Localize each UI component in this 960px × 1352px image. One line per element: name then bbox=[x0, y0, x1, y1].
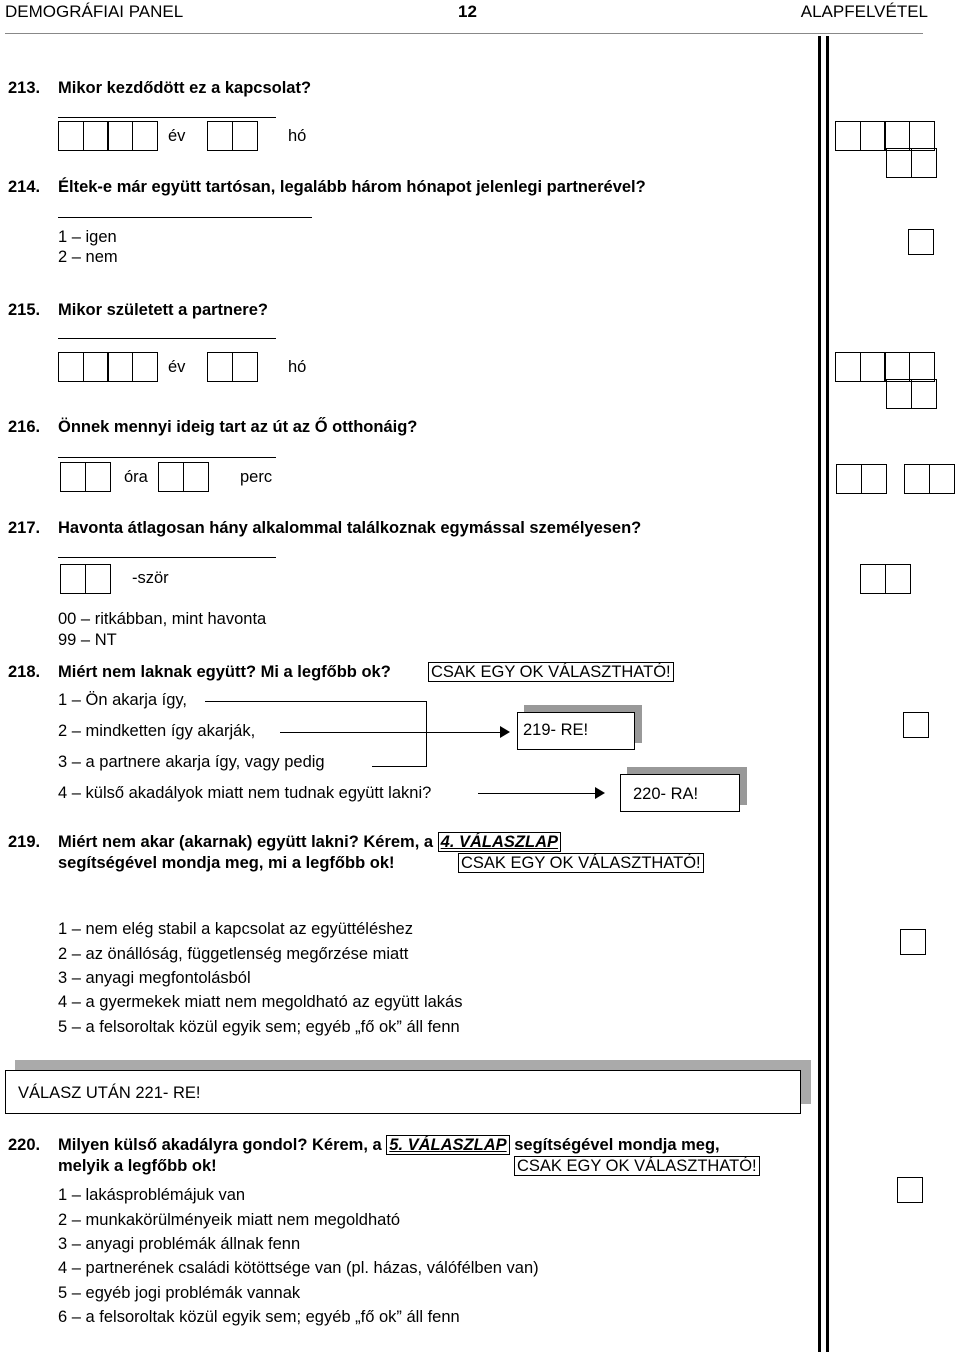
q219-text1: Miért nem akar (akarnak) együtt lakni? Kérem, a bbox=[58, 833, 434, 851]
q214-rule bbox=[58, 217, 312, 218]
q219-number: 219. bbox=[8, 833, 41, 851]
q218-opt3: 3 – a partnere akarja így, vagy pedig bbox=[58, 753, 325, 771]
q218-note: CSAK EGY OK VÁLASZTHATÓ! bbox=[428, 662, 674, 682]
q218-bracket-top bbox=[205, 701, 427, 702]
q220-opt2: 2 – munkakörülményeik miatt nem megoldható bbox=[58, 1211, 401, 1229]
q219-opt3: 3 – anyagi megfontolásból bbox=[58, 969, 251, 987]
q218-opt4: 4 – külső akadályok miatt nem tudnak együtt lakni? bbox=[58, 784, 432, 802]
q215-year-boxes[interactable] bbox=[58, 352, 156, 382]
q216-number: 216. bbox=[8, 418, 41, 436]
q220-opt4: 4 – partnerének családi kötöttsége van (pl. házas, válófélben van) bbox=[58, 1259, 539, 1277]
q215-ev-label: év bbox=[168, 358, 186, 376]
q220-text2: melyik a legfőbb ok! bbox=[58, 1157, 217, 1175]
q213-text: Mikor kezdődött ez a kapcsolat? bbox=[58, 79, 312, 97]
q214-opt1: 1 – igen bbox=[58, 228, 117, 246]
margin-line-1 bbox=[818, 36, 821, 1352]
header-right: ALAPFELVÉTEL bbox=[800, 2, 928, 21]
margin-line-2 bbox=[826, 36, 829, 1352]
q218-bracket-vertical bbox=[426, 701, 427, 767]
q216-ora-label: óra bbox=[124, 468, 148, 486]
page-number: 12 bbox=[458, 2, 477, 21]
q219-text2: segítségével mondja meg, mi a legfőbb ok! bbox=[58, 854, 395, 872]
q219-code-box[interactable] bbox=[900, 929, 926, 955]
q213-ho-label: hó bbox=[288, 127, 307, 145]
q213-rule bbox=[58, 117, 276, 118]
q214-code-box[interactable] bbox=[908, 229, 934, 255]
q215-number: 215. bbox=[8, 301, 41, 319]
q215-ho-label: hó bbox=[288, 358, 307, 376]
q218-opt2: 2 – mindketten így akarják, bbox=[58, 722, 256, 740]
q220-code-box[interactable] bbox=[897, 1177, 923, 1203]
q215-rule bbox=[58, 338, 276, 339]
q220-note: CSAK EGY OK VÁLASZTHATÓ! bbox=[514, 1156, 760, 1176]
q216-rule bbox=[58, 457, 276, 458]
q214-number: 214. bbox=[8, 178, 41, 196]
q220-opt3: 3 – anyagi problémák állnak fenn bbox=[58, 1235, 301, 1253]
q213-code-year[interactable] bbox=[835, 121, 933, 151]
q220-text1: Milyen külső akadályra gondol? Kérem, a bbox=[58, 1136, 382, 1154]
q218-text: Miért nem laknak együtt? Mi a legfőbb ok? bbox=[58, 663, 391, 681]
q218-opt1: 1 – Ön akarja így, bbox=[58, 691, 188, 709]
q220-opt1: 1 – lakásproblémájuk van bbox=[58, 1186, 246, 1204]
q218-arrow1-head bbox=[500, 726, 510, 738]
q215-code-month[interactable] bbox=[886, 379, 935, 409]
q218-arrow1-line bbox=[280, 732, 502, 733]
q217-rule bbox=[58, 557, 276, 558]
q218-goto1-box bbox=[517, 712, 635, 750]
q218-arrow2-line bbox=[478, 793, 596, 794]
q219-card: 4. VÁLASZLAP bbox=[438, 832, 561, 852]
q216-text: Önnek mennyi ideig tart az út az Ő otthonáig? bbox=[58, 418, 418, 436]
q216-perc-label: perc bbox=[240, 468, 273, 486]
q220-card: 5. VÁLASZLAP bbox=[386, 1135, 509, 1155]
q217-count-boxes[interactable] bbox=[60, 564, 109, 594]
q213-month-boxes[interactable] bbox=[207, 121, 256, 151]
q220-number: 220. bbox=[8, 1136, 41, 1154]
q214-text: Éltek-e már együtt tartósan, legalább három hónapot jelenlegi partnerével? bbox=[58, 178, 646, 196]
q217-opt1: 00 – ritkábban, mint havonta bbox=[58, 610, 267, 628]
q220-opt6: 6 – a felsoroltak közül egyik sem; egyéb „fő ok” áll fenn bbox=[58, 1308, 460, 1326]
q219-opt4: 4 – a gyermekek miatt nem megoldható az együtt lakás bbox=[58, 993, 463, 1011]
q218-code-box[interactable] bbox=[903, 712, 929, 738]
q213-code-month[interactable] bbox=[886, 148, 935, 178]
q215-text: Mikor született a partnere? bbox=[58, 301, 268, 319]
q218-number: 218. bbox=[8, 663, 41, 681]
q216-minute-boxes[interactable] bbox=[158, 462, 207, 492]
q218-bracket-bottom bbox=[372, 766, 427, 767]
q219-opt1: 1 – nem elég stabil a kapcsolat az együttéléshez bbox=[58, 920, 413, 938]
q215-code-year[interactable] bbox=[835, 352, 933, 382]
goto-banner-text: VÁLASZ UTÁN 221- RE! bbox=[18, 1084, 201, 1102]
q216-hour-boxes[interactable] bbox=[60, 462, 109, 492]
q217-unit: -ször bbox=[132, 569, 169, 587]
q218-arrow2-head bbox=[595, 787, 605, 799]
q213-number: 213. bbox=[8, 79, 41, 97]
q217-text: Havonta átlagosan hány alkalommal találkoznak egymással személyesen? bbox=[58, 519, 642, 537]
header-rule bbox=[5, 33, 923, 34]
q219-note: CSAK EGY OK VÁLASZTHATÓ! bbox=[458, 853, 704, 873]
q217-opt2: 99 – NT bbox=[58, 631, 117, 649]
q219-opt2: 2 – az önállóság, függetlenség megőrzése miatt bbox=[58, 945, 409, 963]
q216-code-minute[interactable] bbox=[904, 464, 953, 494]
q220-text1b: segítségével mondja meg, bbox=[514, 1136, 720, 1154]
q213-ev-label: év bbox=[168, 127, 186, 145]
q218-goto2-label: 220- RA! bbox=[633, 785, 699, 803]
q214-opt2: 2 – nem bbox=[58, 248, 118, 266]
goto-banner bbox=[5, 1070, 801, 1114]
q216-code-hour[interactable] bbox=[836, 464, 885, 494]
q217-number: 217. bbox=[8, 519, 41, 537]
q219-opt5: 5 – a felsoroltak közül egyik sem; egyéb „fő ok” áll fenn bbox=[58, 1018, 460, 1036]
q220-opt5: 5 – egyéb jogi problémák vannak bbox=[58, 1284, 301, 1302]
q213-year-boxes[interactable] bbox=[58, 121, 156, 151]
q215-month-boxes[interactable] bbox=[207, 352, 256, 382]
q218-goto1-label: 219- RE! bbox=[523, 721, 589, 739]
q218-goto2-box bbox=[620, 774, 740, 812]
q217-code-boxes[interactable] bbox=[860, 564, 909, 594]
header-left: DEMOGRÁFIAI PANEL bbox=[5, 2, 184, 21]
